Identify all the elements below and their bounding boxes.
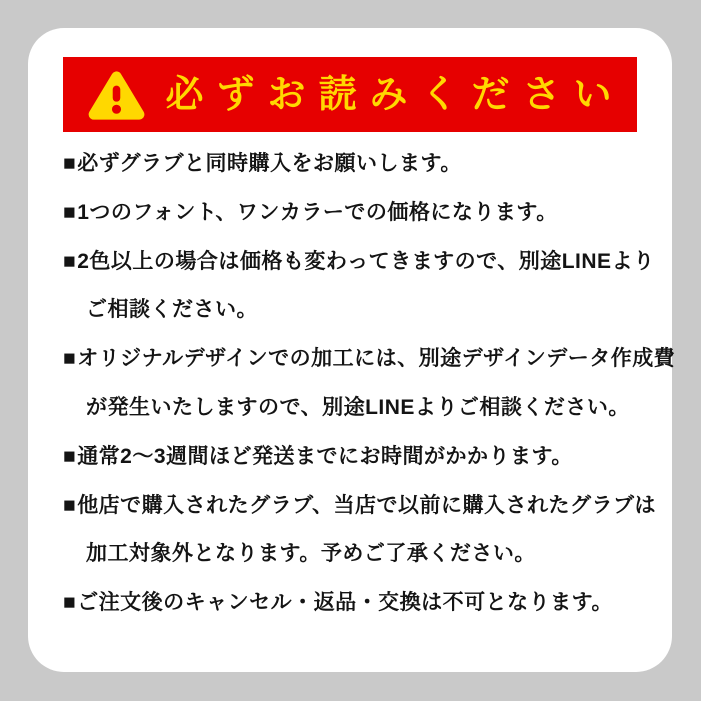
notice-item (63, 238, 655, 336)
notice-line-continuation (63, 384, 641, 433)
warning-triangle-icon (88, 70, 145, 122)
notice-line (63, 238, 655, 287)
square-bullet-icon: ■ (63, 493, 77, 517)
notice-line-continuation (63, 286, 641, 335)
notice-text: が発生いたしますので、別途LINEよりご相談ください。 (86, 395, 630, 419)
notice-list (63, 140, 676, 628)
notice-line-continuation (63, 530, 641, 579)
notice-item (63, 335, 676, 433)
notice-text: 他店で購入されたグラブ、当店で以前に購入されたグラブは (77, 493, 657, 517)
notice-line (63, 189, 641, 238)
notice-text: 通常2〜3週間ほど発送までにお時間がかかります。 (77, 444, 573, 468)
square-bullet-icon: ■ (63, 249, 77, 273)
square-bullet-icon: ■ (63, 200, 77, 224)
notice-line (63, 433, 641, 482)
notice-line (63, 140, 641, 189)
notice-line (63, 335, 676, 384)
notice-text: 必ずグラブと同時購入をお願いします。 (77, 152, 462, 175)
notice-text: 加工対象外となります。予めご了承ください。 (86, 542, 536, 566)
notice-line (63, 482, 657, 531)
notice-text: 2色以上の場合は価格も変わってきますので、別途LINEより (77, 249, 655, 273)
notice-item (63, 140, 641, 189)
notice-card (28, 28, 676, 672)
notice-line (63, 579, 641, 628)
banner-title: 必ずお読みください (165, 73, 625, 116)
notice-text: 1つのフォント、ワンカラーでの価格になります。 (77, 200, 558, 224)
notice-item (63, 482, 657, 580)
notice-text: ご相談ください。 (86, 298, 258, 322)
notice-item (63, 189, 641, 238)
square-bullet-icon: ■ (63, 152, 77, 175)
notice-text: オリジナルデザインでの加工には、別途デザインデータ作成費 (77, 347, 676, 371)
warning-banner (63, 57, 637, 132)
notice-text: ご注文後のキャンセル・返品・交換は不可となります。 (77, 591, 614, 615)
notice-item (63, 433, 641, 482)
notice-item (63, 579, 641, 628)
square-bullet-icon: ■ (63, 591, 77, 615)
square-bullet-icon: ■ (63, 347, 77, 371)
square-bullet-icon: ■ (63, 444, 77, 468)
